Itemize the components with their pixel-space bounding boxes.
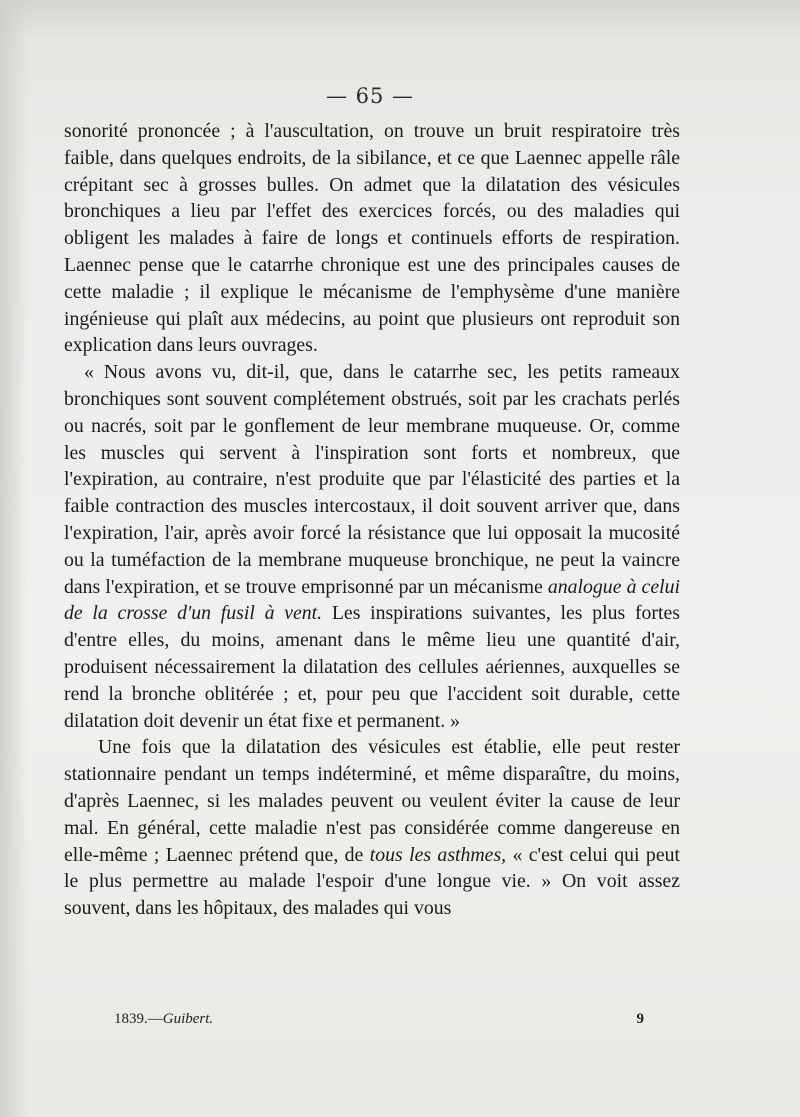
paragraph-2-text-b: Les inspirations suivantes, les plus fortes d'entre elles, du moins, amenant dans le même lieu une quantité d'air, produisent nécessairement la dilatation des cellules aériennes, auxquelles se rend la bronche oblitérée ; et, pour peu que l'accident soit durable, cette dilatation doit devenir un état fixe et permanent. » [64,602,680,732]
footer-imprint [114,1011,213,1028]
footer-year: 1839. [114,1011,148,1027]
footer-signature-mark: 9 [636,1011,644,1027]
paragraph-3-text-a: Une fois que la dilatation des vésicules est établie, elle peut rester stationnaire pendant un temps indéterminé, et même disparaître, du moins, d'après Laennec, si les malades peuvent ou veulent éviter la cause de leur mal. En général, cette maladie n'est pas considérée comme dangereuse en elle-même ; Laennec prétend que, de [64,736,680,866]
footer-dash: — [147,1011,163,1027]
page-number: — 65 — [325,84,415,108]
paragraph-3-italic: tous les asthmes, [369,843,507,866]
page-shadow-left [0,0,28,1117]
page-shadow-top [0,0,800,40]
paragraph-2-text-a: « Nous avons vu, dit-il, que, dans le catarrhe sec, les petits rameaux bronchiques sont souvent complétement obstrués, soit par les crachats perlés ou nacrés, soit par le gonflement de leur membrane muqueuse. Or, comme les muscles qui servent à l'inspiration sont forts et nombreux, que l'expiration, au contraire, n'est produite que par l'élasticité des parties et la faible contraction des muscles intercostaux, il doit souvent arriver que, dans l'expiration, l'air, après avoir forcé la résistance que lui opposait la mucosité ou la tuméfaction de la membrane muqueuse bronchique, ne peut la vaincre dans l'expiration, et se trouve emprisonné par un mécanisme [64,361,680,598]
paragraph-1: sonorité prononcée ; à l'auscultation, on trouve un bruit respiratoire très faible, dans quelques endroits, de la sibilance, et ce que Laennec appelle râle crépitant sec à grosses bulles. On admet que la dilatation des vésicules bronchiques a lieu par l'effet des exercices forcés, ou des maladies qui obligent les malades à faire de longs et continuels efforts de respiration. Laennec pense que le catarrhe chronique est une des principales causes de cette maladie ; il explique le mécanisme de l'emphysème d'une manière ingénieuse qui plaît aux médecins, au point que plusieurs ont reproduit son explication dans leurs ouvrages. [64,120,680,357]
paragraph-3 [64,734,680,922]
paragraph-2-italic: analogue à celui de la crosse d'un fusil à vent. [64,575,680,625]
paragraph-3-text-b: « c'est celui qui peut le plus permettre au malade l'espoir d'une longue vie. » On voit assez souvent, dans les hôpitaux, des malades qui vous [64,843,680,920]
paragraph-2 [64,359,680,734]
body-text [64,118,680,922]
footer-author: Guibert. [162,1011,214,1027]
